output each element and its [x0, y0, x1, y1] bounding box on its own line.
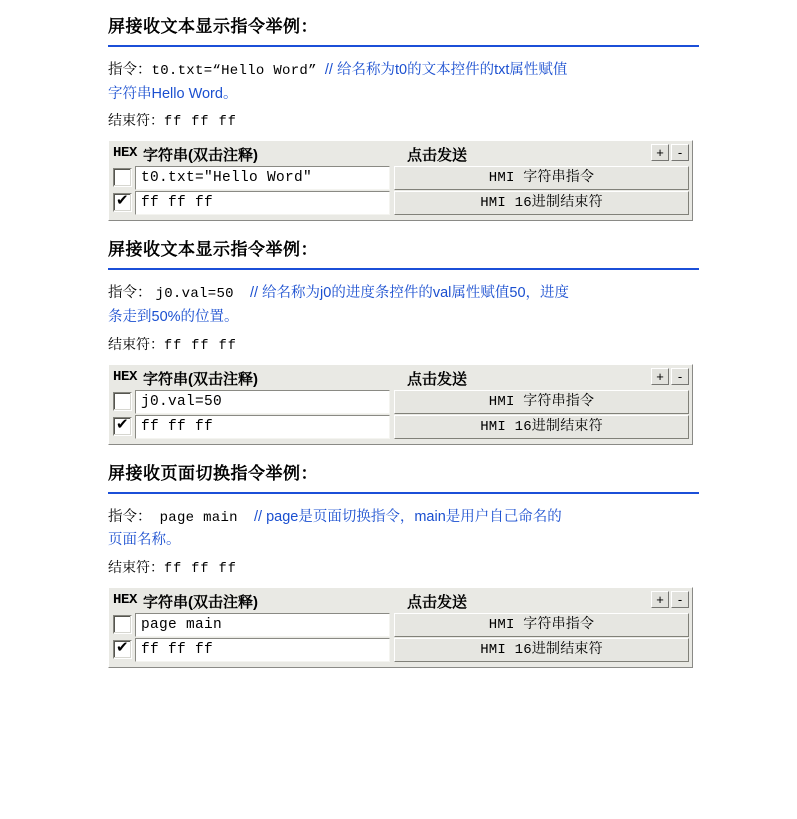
- instruction-label: 指令：: [108, 62, 152, 79]
- terminator-line: [108, 334, 707, 354]
- hex-checkbox[interactable]: [113, 193, 132, 212]
- section-text-display: [108, 16, 707, 221]
- table-row[interactable]: [112, 415, 689, 439]
- hex-column-label: HEX: [113, 591, 138, 608]
- document-content: [108, 0, 707, 668]
- table-row[interactable]: [112, 166, 689, 190]
- instruction-paragraph: [108, 282, 703, 329]
- send-column-label: 点击发送: [407, 370, 468, 388]
- terminator-value: ff ff ff: [164, 338, 237, 354]
- instruction-comment: // 给名称为t0的文本控件的txt属性赋值: [324, 62, 568, 79]
- terminator-label: 结束符：: [108, 558, 164, 575]
- hmi-send-panel[interactable]: [108, 140, 693, 221]
- remove-row-button[interactable]: -: [671, 144, 689, 161]
- instruction-label: 指令：: [108, 285, 152, 302]
- terminator-line: [108, 557, 707, 577]
- instruction-comment-cont: 条走到50%的位置。: [108, 309, 239, 326]
- panel-header: [112, 143, 689, 165]
- hex-column-label: HEX: [113, 145, 138, 162]
- terminator-value: ff ff ff: [164, 561, 237, 577]
- command-input[interactable]: ff ff ff: [135, 191, 390, 215]
- table-row[interactable]: [112, 613, 689, 637]
- send-button[interactable]: HMI 字符串指令: [394, 390, 689, 414]
- table-row[interactable]: [112, 638, 689, 662]
- instruction-command: t0.txt=“Hello Word”: [151, 63, 317, 80]
- terminator-label: 结束符：: [108, 335, 164, 352]
- panel-row-buttons: [651, 368, 689, 385]
- section-title: 屏接收文本显示指令举例：: [108, 17, 318, 36]
- hex-checkbox[interactable]: [113, 640, 132, 659]
- panel-header: [112, 367, 689, 389]
- section-progress-bar: [108, 239, 707, 444]
- send-button[interactable]: HMI 16进制结束符: [394, 638, 689, 662]
- add-row-button[interactable]: +: [651, 144, 669, 161]
- panel-rows: [112, 166, 689, 215]
- section-divider: [108, 492, 699, 494]
- command-input[interactable]: ff ff ff: [135, 415, 390, 439]
- send-button[interactable]: HMI 16进制结束符: [394, 415, 689, 439]
- command-input[interactable]: j0.val=50: [135, 390, 390, 414]
- panel-header: [112, 590, 689, 612]
- hex-checkbox[interactable]: [113, 392, 132, 411]
- terminator-value: ff ff ff: [164, 115, 237, 131]
- send-column-label: 点击发送: [407, 147, 468, 165]
- instruction-command: j0.val=50: [155, 286, 234, 303]
- send-button[interactable]: HMI 16进制结束符: [394, 191, 689, 215]
- instruction-paragraph: [108, 506, 703, 553]
- instruction-label: 指令：: [108, 508, 152, 525]
- string-column-label: 字符串(双击注释): [143, 147, 259, 165]
- instruction-command: page main: [159, 509, 238, 526]
- section-title: 屏接收页面切换指令举例：: [108, 463, 318, 483]
- instruction-comment-cont: 字符串Hello Word。: [108, 85, 238, 102]
- add-row-button[interactable]: +: [651, 368, 669, 385]
- instruction-comment-cont: 页面名称。: [108, 532, 181, 549]
- hex-checkbox[interactable]: [113, 168, 132, 187]
- hex-checkbox[interactable]: [113, 615, 132, 634]
- instruction-comment: // 给名称为j0的进度条控件的val属性赋值50，进度: [249, 285, 570, 302]
- hex-column-label: HEX: [113, 368, 138, 385]
- remove-row-button[interactable]: -: [671, 591, 689, 608]
- remove-row-button[interactable]: -: [671, 368, 689, 385]
- hex-checkbox[interactable]: [113, 417, 132, 436]
- hmi-send-panel[interactable]: [108, 587, 693, 668]
- panel-row-buttons: [651, 144, 689, 161]
- table-row[interactable]: [112, 390, 689, 414]
- string-column-label: 字符串(双击注释): [143, 593, 259, 611]
- add-row-button[interactable]: +: [651, 591, 669, 608]
- section-divider: [108, 268, 699, 270]
- panel-rows: [112, 613, 689, 662]
- section-title: 屏接收文本显示指令举例：: [108, 240, 318, 260]
- section-page-switch: [108, 463, 707, 668]
- send-button[interactable]: HMI 字符串指令: [394, 166, 689, 190]
- command-input[interactable]: ff ff ff: [135, 638, 390, 662]
- table-row[interactable]: [112, 191, 689, 215]
- send-column-label: 点击发送: [407, 593, 468, 611]
- terminator-line: [108, 110, 707, 130]
- send-button[interactable]: HMI 字符串指令: [394, 613, 689, 637]
- instruction-comment: // page是页面切换指令，main是用户自己命名的: [254, 508, 562, 525]
- panel-row-buttons: [651, 591, 689, 608]
- terminator-label: 结束符：: [108, 112, 164, 129]
- command-input[interactable]: page main: [135, 613, 390, 637]
- panel-rows: [112, 390, 689, 439]
- instruction-paragraph: [108, 59, 703, 106]
- command-input[interactable]: t0.txt="Hello Word": [135, 166, 390, 190]
- hmi-send-panel[interactable]: [108, 364, 693, 445]
- section-divider: [108, 45, 699, 47]
- string-column-label: 字符串(双击注释): [143, 370, 259, 388]
